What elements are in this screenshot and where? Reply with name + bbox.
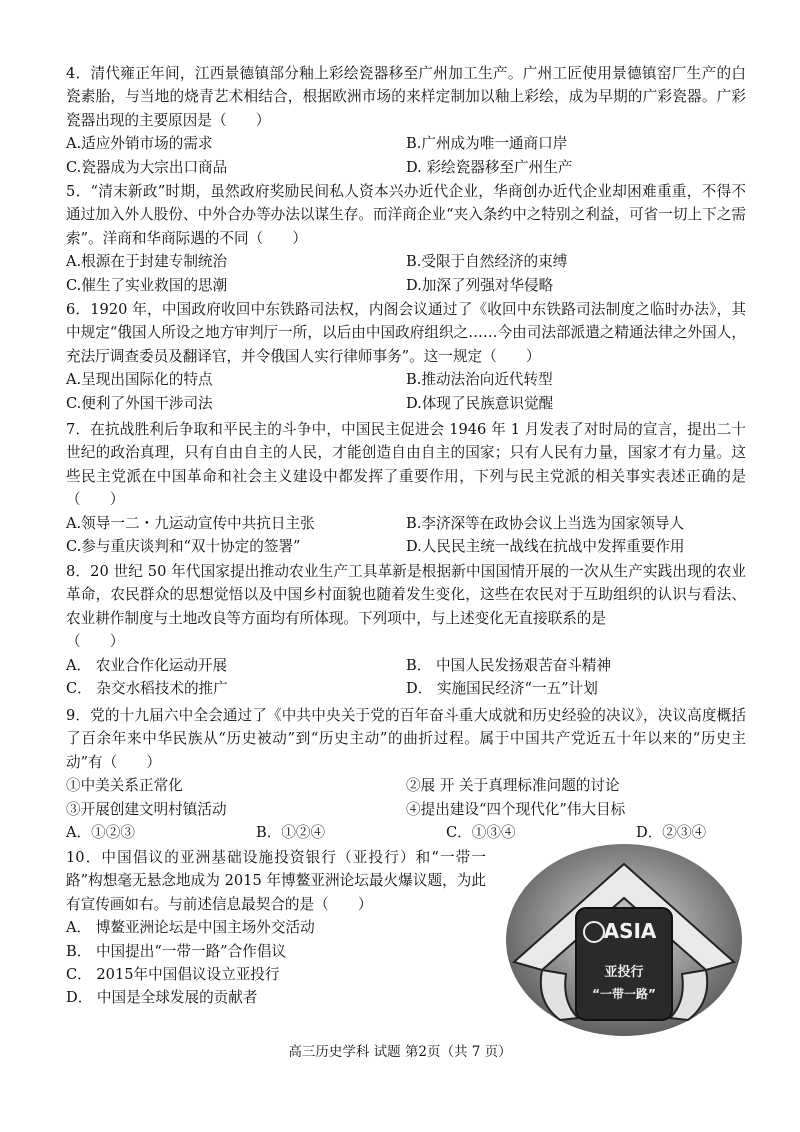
question-7-options	[66, 512, 746, 559]
question-8	[66, 560, 746, 700]
option-b: B.李济深等在政协会议上当选为国家领导人	[406, 514, 685, 532]
question-5	[66, 180, 746, 297]
option-d: D.加深了列强对华侵略	[406, 276, 554, 294]
option-d: D.体现了民族意识觉醒	[406, 394, 554, 412]
question-10	[66, 846, 486, 1010]
question-6	[66, 298, 746, 415]
question-9	[66, 704, 746, 844]
item-2: ②展 开 关于真理标准问题的讨论	[406, 777, 620, 795]
page-footer: 高三历史学科 试题 第2页（共 7 页）	[288, 1044, 512, 1060]
option-b: B． 中国提出“一带一路”合作倡议	[66, 942, 287, 960]
question-10-options	[66, 916, 486, 1010]
option-a: A.适应外销市场的需求	[66, 135, 213, 153]
option-a: A． 农业合作化运动开展	[66, 656, 228, 674]
option-b: B． 中国人民发扬艰苦奋斗精神	[406, 656, 612, 674]
option-c: C.瓷器成为大宗出口商品	[66, 158, 228, 176]
option-d: D. 彩绘瓷器移至广州生产	[406, 158, 573, 176]
option-c: C.便利了外国干涉司法	[66, 394, 213, 412]
option-b: B.推动法治向近代转型	[406, 371, 553, 389]
option-c: C． 2015年中国倡议设立亚投行	[66, 966, 280, 984]
option-d: D.人民民主统一战线在抗战中发挥重要作用	[406, 538, 685, 556]
question-4-stem: 4．清代雍正年间，江西景德镇部分釉上彩绘瓷器移至广州加工生产。广州工匠使用景德镇窑厂生产的白瓷素胎，与当地的烧青艺术相结合，根据欧洲市场的来样定制加以釉上彩绘，成为早期的广彩瓷器。广彩瓷器出现的主要原因是（ ）	[66, 65, 746, 129]
question-7-stem: 7．在抗战胜利后争取和平民主的斗争中，中国民主促进会 1946 年 1 月发表了对时局的宣言，提出二十世纪的政治真理，只有自由自主的人民，才能创造自由自主的国家；只有人民有力量，国家才有力量。这些民主党派在中国革命和社会主义建设中都发挥了重要作用，下列与民主党派的相关事实表述正确的是（ ）	[66, 421, 746, 509]
question-8-answer-paren: （ ）	[66, 633, 125, 651]
option-a: A.呈现出国际化的特点	[66, 371, 213, 389]
question-8-stem: 8．20 世纪 50 年代国家提出推动农业生产工具革新是根据新中国国情开展的一次从生产实践出现的农业革命，农民群众的思想觉悟以及中国乡村面貌也随着发生变化，这些在农民对于互助组织的认识与看法、农业耕作制度与土地改良等方面均有所体现。下列项中，与上述变化无直接联系的是	[66, 563, 746, 627]
option-c: C.参与重庆谈判和“双十协定的签署”	[66, 538, 301, 556]
option-a: A.领导一二・九运动宣传中共抗日主张	[66, 514, 315, 532]
option-a: A．①②③	[66, 824, 135, 842]
option-b: B.广州成为唯一通商口岸	[406, 135, 568, 153]
question-9-options	[66, 821, 746, 844]
question-4-options	[66, 132, 746, 179]
question-10-stem: 10．中国倡议的亚洲基础设施投资银行（亚投行）和“一带一路”构想毫无悬念地成为 2015 年博鳌亚洲论坛最火爆议题，为此有宣传画如右。与前述信息最契合的是（ ）	[66, 849, 486, 913]
question-6-options	[66, 368, 746, 415]
option-d: D．②③④	[636, 824, 707, 842]
question-6-stem: 6．1920 年，中国政府收回中东铁路司法权，内阁会议通过了《收回中东铁路司法制度之临时办法》，其中规定“俄国人所设之地方审判厅一所，以后由中国政府组织之……今由司法部派遣之精通法律之外国人，充法厅调查委员及翻译官，并令俄国人实行律师事务”。这一规定（ ）	[66, 301, 746, 365]
item-1: ①中美关系正常化	[66, 777, 183, 795]
option-d: D． 中国是全球发展的贡献者	[66, 989, 258, 1007]
option-a: A.根源在于封建专制统治	[66, 253, 228, 271]
option-c: C.催生了实业救国的思潮	[66, 276, 228, 294]
option-d: D． 实施国民经济“一五”计划	[406, 680, 598, 698]
question-9-stem: 9．党的十九届六中全会通过了《中共中央关于党的百年奋斗重大成就和历史经验的决议》，决议高度概括了百余年来中华民族从“历史被动”到“历史主动”的曲折过程。属于中国共产党近五十年以来的“历史主动”有（ ）	[66, 707, 746, 771]
caption-belt-road: “一带一路”	[592, 987, 656, 1001]
question-4	[66, 62, 746, 179]
question-8-options	[66, 654, 746, 701]
option-c: C． 杂交水稻技术的推广	[66, 680, 228, 698]
option-b: B.受限于自然经济的束缚	[406, 253, 568, 271]
question-5-stem: 5．“清末新政”时期，虽然政府奖励民间私人资本兴办近代企业，华商创办近代企业却困难重重，不得不通过加入外人股份、中外合办等办法以谋生存。而洋商企业“夹入条约中之特别之利益，可省一切上下之需索”。洋商和华商际遇的不同（ ）	[66, 183, 746, 247]
question-7	[66, 418, 746, 558]
propaganda-illustration	[500, 842, 748, 1038]
option-c: C．①③④	[446, 824, 516, 842]
question-9-items	[66, 774, 746, 821]
question-5-options	[66, 250, 746, 297]
option-a: A． 博鳌亚洲论坛是中国主场外交活动	[66, 919, 315, 937]
option-b: B．①②④	[256, 824, 326, 842]
item-4: ④提出建设“四个现代化”伟大目标	[406, 800, 626, 818]
caption-aiib: 亚投行	[604, 965, 644, 980]
item-3: ③开展创建文明村镇活动	[66, 800, 227, 818]
asia-logo-text: ASIA	[603, 919, 657, 943]
